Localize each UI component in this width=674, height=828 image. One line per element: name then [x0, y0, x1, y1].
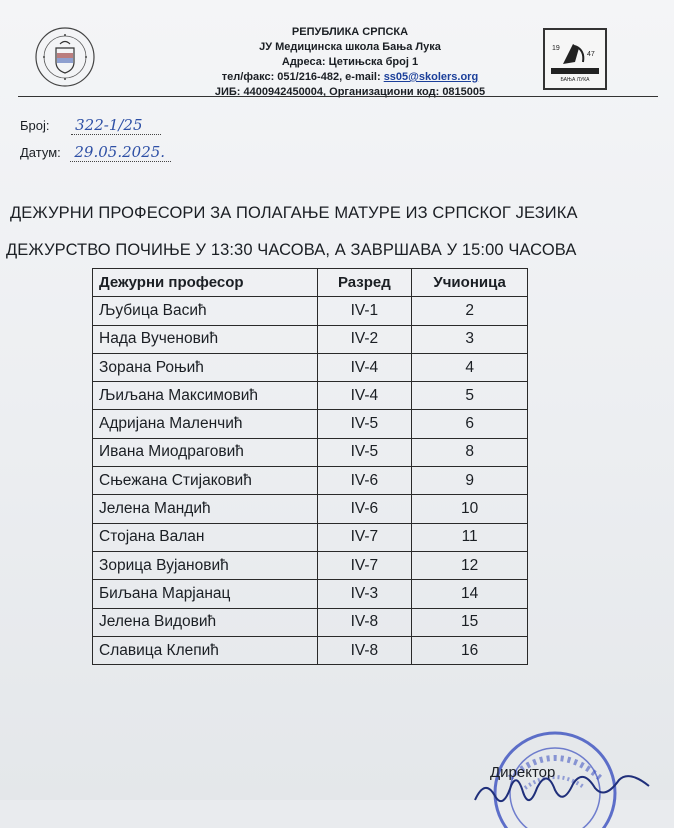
- school-logo: [543, 28, 607, 90]
- professor-name: Зорица Вујановић: [93, 551, 318, 579]
- class-cell: IV-7: [317, 523, 412, 551]
- document-date-value: 29.05.2025.: [70, 143, 171, 162]
- professor-name: Љиљана Максимовић: [93, 382, 318, 410]
- document-date-field: [20, 143, 171, 162]
- duty-table: [92, 268, 528, 665]
- professor-name: Јелена Мандић: [93, 495, 318, 523]
- professor-name: Славица Клепић: [93, 636, 318, 664]
- letterhead-contact: [150, 70, 550, 85]
- table-row: [93, 353, 528, 381]
- letterhead-phone: тел/факс: 051/216-482, e-mail:: [221, 71, 384, 83]
- document-title: ДЕЖУРНИ ПРОФЕСОРИ ЗА ПОЛАГАЊЕ МАТУРЕ ИЗ СРПСКОГ ЈЕЗИКА: [10, 204, 578, 222]
- table-row: [93, 297, 528, 325]
- classroom-cell: 9: [412, 467, 528, 495]
- email-link[interactable]: ss05@skolers.org: [383, 71, 479, 83]
- classroom-cell: 15: [412, 608, 528, 636]
- classroom-cell: 8: [412, 438, 528, 466]
- classroom-cell: 12: [412, 551, 528, 579]
- class-cell: IV-6: [317, 467, 412, 495]
- professor-name: Биљана Марјанац: [93, 580, 318, 608]
- document-number-field: [20, 116, 161, 135]
- letterhead-school: ЈУ Медицинска школа Бања Лука: [259, 41, 441, 53]
- professor-name: Стојана Валан: [93, 523, 318, 551]
- professor-name: Ивана Миодраговић: [93, 438, 318, 466]
- header-divider: [18, 96, 658, 97]
- table-row: [93, 608, 528, 636]
- class-cell: IV-3: [317, 580, 412, 608]
- table-row: [93, 410, 528, 438]
- classroom-cell: 11: [412, 523, 528, 551]
- table-row: [93, 382, 528, 410]
- coat-of-arms-seal-icon: [34, 26, 96, 88]
- class-cell: IV-8: [317, 608, 412, 636]
- classroom-cell: 6: [412, 410, 528, 438]
- classroom-cell: 4: [412, 353, 528, 381]
- logo-year-left: 19: [552, 45, 560, 52]
- director-signature-icon: [470, 770, 660, 804]
- professor-name: Сњежана Стијаковић: [93, 467, 318, 495]
- professor-name: Зорана Роњић: [93, 353, 318, 381]
- classroom-cell: 3: [412, 325, 528, 353]
- table-header-row: [93, 269, 528, 297]
- class-cell: IV-5: [317, 410, 412, 438]
- header-classroom: Учионица: [412, 269, 528, 297]
- classroom-cell: 14: [412, 580, 528, 608]
- letterhead-ids: ЈИБ: 4400942450004, Организациони код: 0815005: [214, 86, 486, 98]
- document-number-label: Број:: [20, 118, 50, 133]
- header-class: Разред: [317, 269, 412, 297]
- table-row: [93, 495, 528, 523]
- class-cell: IV-1: [317, 297, 412, 325]
- school-logo-icon: [545, 30, 605, 88]
- class-cell: IV-5: [317, 438, 412, 466]
- letterhead: [150, 25, 550, 100]
- letterhead-republic: РЕПУБЛИКА СРПСКА: [291, 26, 409, 38]
- class-cell: IV-7: [317, 551, 412, 579]
- table-row: [93, 580, 528, 608]
- header-professor: Дежурни професор: [93, 269, 318, 297]
- classroom-cell: 2: [412, 297, 528, 325]
- professor-name: Адријана Маленчић: [93, 410, 318, 438]
- class-cell: IV-2: [317, 325, 412, 353]
- professor-name: Јелена Видовић: [93, 608, 318, 636]
- table-row: [93, 325, 528, 353]
- classroom-cell: 5: [412, 382, 528, 410]
- table-row: [93, 636, 528, 664]
- classroom-cell: 16: [412, 636, 528, 664]
- classroom-cell: 10: [412, 495, 528, 523]
- table-row: [93, 523, 528, 551]
- professor-name: Љубица Васић: [93, 297, 318, 325]
- professor-name: Нада Вученовић: [93, 325, 318, 353]
- document-subtitle: ДЕЖУРСТВО ПОЧИЊЕ У 13:30 ЧАСОВА, А ЗАВРШАВА У 15:00 ЧАСОВА: [6, 241, 577, 259]
- table-row: [93, 551, 528, 579]
- table-row: [93, 467, 528, 495]
- director-label: Директор: [490, 764, 556, 781]
- class-cell: IV-8: [317, 636, 412, 664]
- logo-caption: БАЊА ЛУКА: [560, 77, 590, 83]
- document-number-value: 322-1/25: [71, 116, 161, 135]
- document-date-label: Датум:: [20, 145, 61, 160]
- logo-year-right: 47: [587, 51, 595, 58]
- class-cell: IV-4: [317, 353, 412, 381]
- class-cell: IV-4: [317, 382, 412, 410]
- class-cell: IV-6: [317, 495, 412, 523]
- letterhead-address: Адреса: Цетињска број 1: [281, 56, 419, 68]
- table-row: [93, 438, 528, 466]
